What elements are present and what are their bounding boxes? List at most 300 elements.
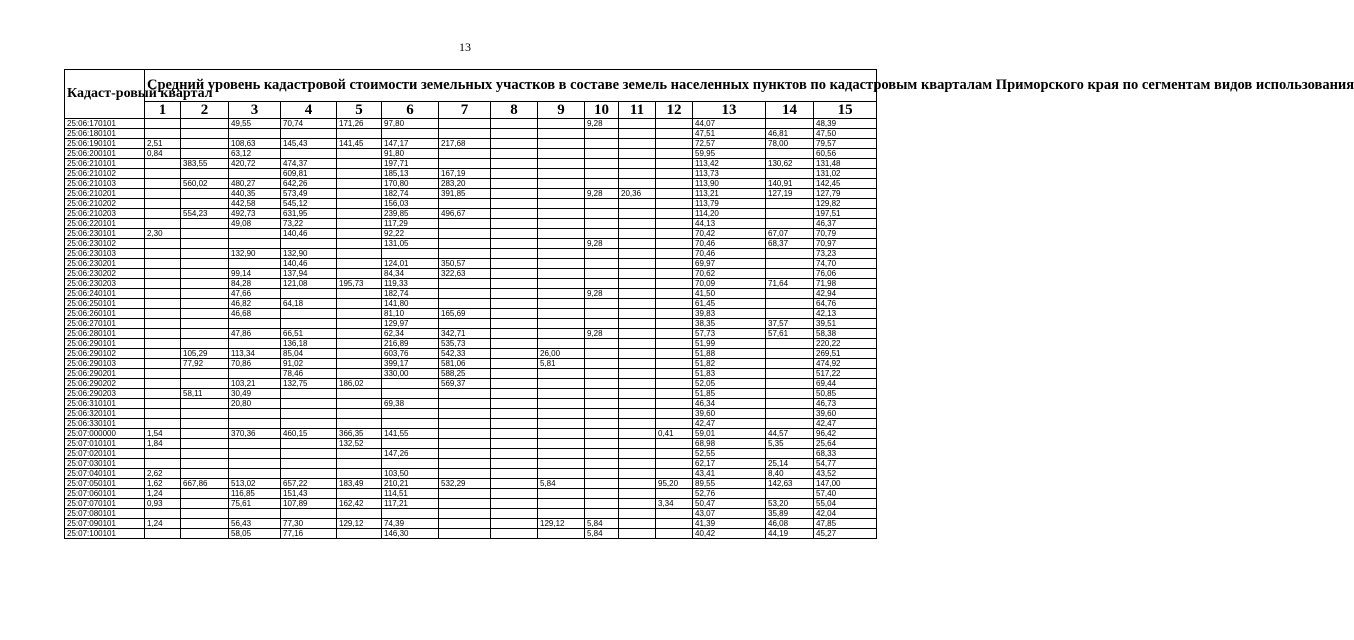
value-cell: 84,28 [229, 279, 281, 289]
value-cell [656, 409, 693, 419]
value-cell [538, 399, 585, 409]
value-cell: 47,85 [814, 519, 877, 529]
value-cell [145, 189, 181, 199]
value-cell [439, 129, 491, 139]
value-cell: 73,22 [281, 219, 337, 229]
value-cell: 350,57 [439, 259, 491, 269]
value-cell [491, 229, 538, 239]
value-cell [619, 139, 656, 149]
value-cell [229, 129, 281, 139]
value-cell [656, 519, 693, 529]
column-number: 7 [439, 102, 491, 119]
value-cell [766, 289, 814, 299]
value-cell: 182,74 [382, 189, 439, 199]
value-cell [766, 199, 814, 209]
value-cell [491, 409, 538, 419]
table-row [65, 359, 877, 369]
value-cell [538, 509, 585, 519]
value-cell: 41,50 [693, 289, 766, 299]
value-cell [619, 389, 656, 399]
value-cell [656, 139, 693, 149]
cadastral-quarter-cell: 25:06:270101 [65, 319, 145, 329]
cadastral-quarter-cell: 25:07:050101 [65, 479, 145, 489]
value-cell [281, 399, 337, 409]
value-cell: 64,18 [281, 299, 337, 309]
value-cell [439, 399, 491, 409]
value-cell [656, 269, 693, 279]
value-cell: 51,99 [693, 339, 766, 349]
value-cell [181, 439, 229, 449]
value-cell: 60,56 [814, 149, 877, 159]
value-cell [585, 249, 619, 259]
value-cell: 107,89 [281, 499, 337, 509]
value-cell [766, 419, 814, 429]
table-row [65, 199, 877, 209]
value-cell [181, 369, 229, 379]
value-cell [491, 509, 538, 519]
cadastral-quarter-cell: 25:06:230102 [65, 239, 145, 249]
value-cell: 113,90 [693, 179, 766, 189]
value-cell [619, 209, 656, 219]
value-cell: 108,63 [229, 139, 281, 149]
value-cell [491, 399, 538, 409]
value-cell: 197,51 [814, 209, 877, 219]
value-cell: 127,79 [814, 189, 877, 199]
table-row [65, 149, 877, 159]
value-cell: 117,21 [382, 499, 439, 509]
value-cell [145, 419, 181, 429]
value-cell [229, 169, 281, 179]
value-cell: 220,22 [814, 339, 877, 349]
value-cell: 105,29 [181, 349, 229, 359]
value-cell [439, 249, 491, 259]
value-cell [281, 319, 337, 329]
value-cell [619, 269, 656, 279]
value-cell: 46,81 [766, 129, 814, 139]
value-cell [439, 229, 491, 239]
value-cell [382, 409, 439, 419]
value-cell: 30,49 [229, 389, 281, 399]
cadastral-quarter-cell: 25:06:230101 [65, 229, 145, 239]
value-cell: 70,79 [814, 229, 877, 239]
value-cell: 391,85 [439, 189, 491, 199]
value-cell: 129,82 [814, 199, 877, 209]
value-cell [538, 279, 585, 289]
value-cell [181, 169, 229, 179]
value-cell [145, 119, 181, 129]
value-cell [181, 449, 229, 459]
value-cell: 156,03 [382, 199, 439, 209]
value-cell: 97,80 [382, 119, 439, 129]
column-number: 2 [181, 102, 229, 119]
value-cell [181, 259, 229, 269]
value-cell [619, 219, 656, 229]
value-cell [585, 349, 619, 359]
value-cell: 51,82 [693, 359, 766, 369]
value-cell: 9,28 [585, 329, 619, 339]
value-cell: 84,34 [382, 269, 439, 279]
cadastral-quarter-cell: 25:06:230103 [65, 249, 145, 259]
table-body [65, 119, 877, 539]
value-cell [145, 209, 181, 219]
value-cell: 46,68 [229, 309, 281, 319]
value-cell [181, 279, 229, 289]
value-cell: 140,46 [281, 259, 337, 269]
value-cell [766, 399, 814, 409]
value-cell [229, 339, 281, 349]
value-cell [538, 289, 585, 299]
cadastral-quarter-cell: 25:06:290101 [65, 339, 145, 349]
column-number: 11 [619, 102, 656, 119]
value-cell [538, 459, 585, 469]
value-cell [491, 379, 538, 389]
value-cell [656, 299, 693, 309]
value-cell: 609,81 [281, 169, 337, 179]
value-cell [281, 459, 337, 469]
value-cell: 137,94 [281, 269, 337, 279]
value-cell [538, 299, 585, 309]
value-cell [281, 389, 337, 399]
value-cell: 5,81 [538, 359, 585, 369]
table-row [65, 529, 877, 539]
value-cell: 42,94 [814, 289, 877, 299]
value-cell: 99,14 [229, 269, 281, 279]
value-cell [229, 259, 281, 269]
value-cell: 131,05 [382, 239, 439, 249]
value-cell: 492,73 [229, 209, 281, 219]
value-cell: 48,39 [814, 119, 877, 129]
column-number: 4 [281, 102, 337, 119]
value-cell: 147,26 [382, 449, 439, 459]
value-cell [656, 289, 693, 299]
value-cell: 59,01 [693, 429, 766, 439]
value-cell: 114,51 [382, 489, 439, 499]
value-cell: 51,83 [693, 369, 766, 379]
value-cell [181, 399, 229, 409]
value-cell: 147,17 [382, 139, 439, 149]
table-row [65, 449, 877, 459]
value-cell [491, 469, 538, 479]
value-cell: 43,41 [693, 469, 766, 479]
value-cell: 124,01 [382, 259, 439, 269]
value-cell: 9,28 [585, 239, 619, 249]
value-cell [337, 299, 382, 309]
value-cell [491, 449, 538, 459]
value-cell: 9,28 [585, 189, 619, 199]
value-cell: 573,49 [281, 189, 337, 199]
value-cell: 58,38 [814, 329, 877, 339]
value-cell [281, 509, 337, 519]
value-cell [439, 409, 491, 419]
value-cell [382, 439, 439, 449]
value-cell: 91,80 [382, 149, 439, 159]
value-cell [229, 409, 281, 419]
value-cell [538, 149, 585, 159]
value-cell [439, 199, 491, 209]
value-cell: 170,80 [382, 179, 439, 189]
cadastral-quarter-cell: 25:06:250101 [65, 299, 145, 309]
value-cell [585, 369, 619, 379]
value-cell [538, 119, 585, 129]
value-cell: 141,55 [382, 429, 439, 439]
table-row [65, 389, 877, 399]
value-cell: 631,95 [281, 209, 337, 219]
value-cell [181, 469, 229, 479]
value-cell [619, 169, 656, 179]
value-cell [145, 289, 181, 299]
value-cell: 42,47 [814, 419, 877, 429]
cadastral-quarter-cell: 25:07:000000 [65, 429, 145, 439]
value-cell [491, 309, 538, 319]
value-cell: 113,79 [693, 199, 766, 209]
value-cell [491, 349, 538, 359]
value-cell: 68,98 [693, 439, 766, 449]
value-cell [229, 449, 281, 459]
value-cell [181, 129, 229, 139]
value-cell [619, 179, 656, 189]
column-number: 13 [693, 102, 766, 119]
value-cell [337, 359, 382, 369]
value-cell: 1,24 [145, 519, 181, 529]
value-cell [585, 279, 619, 289]
value-cell: 26,00 [538, 349, 585, 359]
value-cell [619, 359, 656, 369]
value-cell [439, 489, 491, 499]
table-row [65, 289, 877, 299]
value-cell [145, 369, 181, 379]
value-cell: 76,06 [814, 269, 877, 279]
value-cell [491, 419, 538, 429]
value-cell: 0,84 [145, 149, 181, 159]
table-row [65, 519, 877, 529]
value-cell [656, 449, 693, 459]
table-row [65, 319, 877, 329]
value-cell: 370,36 [229, 429, 281, 439]
value-cell [491, 259, 538, 269]
value-cell [538, 389, 585, 399]
value-cell [538, 309, 585, 319]
value-cell [619, 439, 656, 449]
cadastral-quarter-cell: 25:06:190101 [65, 139, 145, 149]
table-row [65, 379, 877, 389]
value-cell: 657,22 [281, 479, 337, 489]
cadastral-quarter-cell: 25:06:310101 [65, 399, 145, 409]
value-cell [491, 209, 538, 219]
value-cell: 132,90 [281, 249, 337, 259]
value-cell [619, 249, 656, 259]
table-row [65, 409, 877, 419]
value-cell [491, 189, 538, 199]
value-cell [229, 439, 281, 449]
value-cell [181, 299, 229, 309]
value-cell [766, 269, 814, 279]
value-cell [491, 219, 538, 229]
value-cell [181, 339, 229, 349]
value-cell [619, 119, 656, 129]
value-cell [656, 249, 693, 259]
value-cell [145, 249, 181, 259]
table-row [65, 119, 877, 129]
value-cell [382, 509, 439, 519]
value-cell [491, 439, 538, 449]
value-cell: 40,42 [693, 529, 766, 539]
value-cell [181, 199, 229, 209]
value-cell: 532,29 [439, 479, 491, 489]
value-cell [766, 149, 814, 159]
value-cell [181, 249, 229, 259]
value-cell [281, 419, 337, 429]
value-cell [619, 379, 656, 389]
value-cell [538, 249, 585, 259]
cadastral-quarter-cell: 25:06:180101 [65, 129, 145, 139]
value-cell [538, 159, 585, 169]
value-cell [766, 169, 814, 179]
cadastral-quarter-cell: 25:06:280101 [65, 329, 145, 339]
value-cell: 535,73 [439, 339, 491, 349]
value-cell: 57,40 [814, 489, 877, 499]
value-cell [656, 199, 693, 209]
value-cell [656, 209, 693, 219]
value-cell: 42,04 [814, 509, 877, 519]
value-cell [585, 319, 619, 329]
value-cell [656, 329, 693, 339]
value-cell: 67,07 [766, 229, 814, 239]
value-cell [585, 479, 619, 489]
value-cell: 132,52 [337, 439, 382, 449]
value-cell [337, 529, 382, 539]
value-cell: 167,19 [439, 169, 491, 179]
value-cell: 46,73 [814, 399, 877, 409]
table-row [65, 159, 877, 169]
column-number: 9 [538, 102, 585, 119]
table-row [65, 419, 877, 429]
cadastral-quarter-cell: 25:06:290103 [65, 359, 145, 369]
column-number: 14 [766, 102, 814, 119]
value-cell: 141,80 [382, 299, 439, 309]
table-row [65, 369, 877, 379]
value-cell: 217,68 [439, 139, 491, 149]
value-cell [656, 149, 693, 159]
value-cell: 140,46 [281, 229, 337, 239]
value-cell [181, 429, 229, 439]
value-cell [619, 319, 656, 329]
value-cell: 74,39 [382, 519, 439, 529]
value-cell: 77,16 [281, 529, 337, 539]
value-cell [619, 399, 656, 409]
value-cell [181, 509, 229, 519]
value-cell [585, 459, 619, 469]
value-cell [491, 179, 538, 189]
value-cell: 474,37 [281, 159, 337, 169]
value-cell [766, 349, 814, 359]
value-cell [491, 289, 538, 299]
value-cell: 197,71 [382, 159, 439, 169]
value-cell [281, 149, 337, 159]
value-cell: 62,17 [693, 459, 766, 469]
value-cell [281, 239, 337, 249]
cadastral-value-table [64, 69, 1354, 539]
value-cell: 81,10 [382, 309, 439, 319]
value-cell [619, 519, 656, 529]
cadastral-quarter-cell: 25:07:010101 [65, 439, 145, 449]
cadastral-quarter-cell: 25:06:230203 [65, 279, 145, 289]
value-cell [337, 389, 382, 399]
value-cell [181, 289, 229, 299]
value-cell: 480,27 [229, 179, 281, 189]
value-cell [491, 279, 538, 289]
value-cell [337, 419, 382, 429]
value-cell [439, 499, 491, 509]
value-cell: 54,77 [814, 459, 877, 469]
value-cell [585, 439, 619, 449]
table-row [65, 269, 877, 279]
value-cell [337, 309, 382, 319]
cadastral-quarter-cell: 25:07:080101 [65, 509, 145, 519]
value-cell: 114,20 [693, 209, 766, 219]
value-cell [491, 129, 538, 139]
value-cell [585, 139, 619, 149]
value-cell [181, 459, 229, 469]
value-cell: 182,74 [382, 289, 439, 299]
value-cell [281, 469, 337, 479]
value-cell [766, 209, 814, 219]
value-cell [619, 309, 656, 319]
value-cell [491, 359, 538, 369]
table-row [65, 169, 877, 179]
value-cell [619, 329, 656, 339]
value-cell: 62,34 [382, 329, 439, 339]
value-cell [766, 259, 814, 269]
value-cell: 5,35 [766, 439, 814, 449]
value-cell [538, 139, 585, 149]
value-cell: 46,34 [693, 399, 766, 409]
value-cell [538, 129, 585, 139]
value-cell [145, 329, 181, 339]
value-cell [382, 249, 439, 259]
value-cell [439, 319, 491, 329]
value-cell [656, 219, 693, 229]
table-row [65, 179, 877, 189]
value-cell: 162,42 [337, 499, 382, 509]
value-cell: 0,93 [145, 499, 181, 509]
value-cell [491, 499, 538, 509]
value-cell [337, 189, 382, 199]
value-cell: 554,23 [181, 209, 229, 219]
value-cell [145, 349, 181, 359]
value-cell [656, 169, 693, 179]
value-cell [337, 199, 382, 209]
value-cell: 9,28 [585, 289, 619, 299]
value-cell: 141,45 [337, 139, 382, 149]
value-cell [766, 339, 814, 349]
value-cell: 113,73 [693, 169, 766, 179]
value-cell [181, 319, 229, 329]
value-cell [281, 289, 337, 299]
value-cell [538, 469, 585, 479]
value-cell: 71,64 [766, 279, 814, 289]
value-cell: 560,02 [181, 179, 229, 189]
value-cell [538, 259, 585, 269]
value-cell [337, 129, 382, 139]
column-number: 1 [145, 102, 181, 119]
value-cell: 103,21 [229, 379, 281, 389]
cadastral-quarter-cell: 25:07:100101 [65, 529, 145, 539]
value-cell [491, 489, 538, 499]
table-row [65, 439, 877, 449]
value-cell: 69,44 [814, 379, 877, 389]
value-cell [766, 489, 814, 499]
value-cell [585, 169, 619, 179]
